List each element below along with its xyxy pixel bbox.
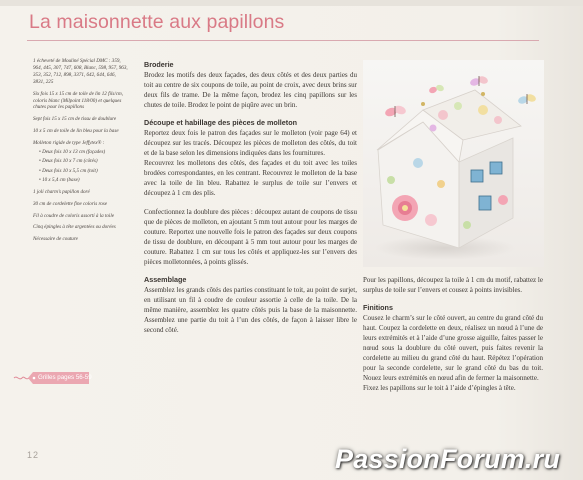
paragraph: Reportez deux fois le patron des façades sur le molleton (voir page 64) et découpez sur les tracés. Découpez les pièces de molleton des côtés, du toit et de la base selon les dimensions indiquées dans les fournitures. bbox=[144, 129, 357, 158]
section-heading-broderie: Broderie bbox=[144, 60, 174, 69]
material-subitem: • Deux fois 10 x 13 cm (façades) bbox=[39, 149, 106, 156]
paragraph: Fixez les papillons sur le toit à l’aide d’épingles à tête. bbox=[363, 384, 516, 393]
paragraph: Assemblez les grands côtés des parties constituant le toit, au point de surjet, en utilisant un fil à coudre de couleur assortie à celle de la toile. De la même manière, assemblez les quatre côtés puis la base de la maisonnette. Assemblez une partie du toit à l’un des côtés, de façon à laisser libre le second côté. bbox=[144, 285, 357, 334]
material-item: Molleton rigide de type Jeffytex® : bbox=[33, 140, 105, 147]
tag-label: Grilles pages 56-59 bbox=[38, 373, 92, 381]
paragraph: Confectionnez la doublure des pièces : découpez autant de coupons de tissu que de pièces de molleton, en ajoutant 5 mm tout autour pour les marges de couture. Reportez une nouvelle fois le patron des façades sur deux coupons de tissu de doublure, en découpant à 5 mm tout autour pour les marges de couture. Rabattez 1 cm sur tous les côtés et appliquez-les sur l’envers des pièces molletonnées, à points glissés. bbox=[144, 207, 357, 266]
material-item: Nécessaire de couture bbox=[33, 236, 78, 243]
watermark: PassionForum.ru bbox=[335, 444, 561, 474]
material-item: Cinq épingles à tête argentées ou dorées bbox=[33, 224, 116, 231]
instructions-column-middle bbox=[144, 60, 357, 335]
house-photo bbox=[363, 60, 544, 267]
materials-list bbox=[33, 58, 128, 248]
paragraph: Brodez les motifs des deux façades, des deux côtés et des deux parties du toit au centre de six coupons de toile, au point de croix, avec deux brins sur deux fils de trame. De la même façon, brodez les cinq papillons sur les chutes de toile. Brodez le point de piqûre avec un brin. bbox=[144, 71, 357, 110]
paragraph: Pour les papillons, découpez la toile à 1 cm du motif, rabattez le surplus de toile sur l’envers et cousez à points invisibles. bbox=[363, 276, 543, 295]
material-item: 10 x 5 cm de toile de lin bleu pour la base bbox=[33, 128, 119, 135]
paragraph: Recouvrez les molletons des côtés, des façades et du toit avec les toiles brodées correspondantes, en les centrant. Recouvrez le molleton de la base avec la toile de lin bleu. Rabattez le surplus de toile sur l’envers et découpez à 1 cm des plis. bbox=[144, 159, 357, 198]
material-item: Sept fois 15 x 15 cm de tissu de doublure bbox=[33, 116, 117, 123]
section-heading-assemblage: Assemblage bbox=[144, 274, 187, 284]
paragraph: Cousez le charm’s sur le côté ouvert, au centre du grand côté du haut. Coupez la cordelette en deux, réalisez un nœud à l’une de leurs extrémités et à l’aide d’une grosse aiguille, faites passer le nœud sous la doublure du côté ouvert, puis faites revenir la cordelette au milieu du grand côté du haut. Répétez l’opération pour la seconde cordelette, sur le grand côté du bas du toit. Nouez leurs extrémités en nœud afin de fermer la maisonnette. bbox=[363, 314, 543, 383]
section-heading-finitions: Finitions bbox=[363, 303, 393, 313]
material-item: 1 joli charm’s papillon doré bbox=[33, 188, 90, 195]
material-subitem: • Deux fois 10 x 7 cm (côtés) bbox=[39, 158, 98, 165]
top-band bbox=[0, 0, 583, 6]
page-number: 12 bbox=[27, 450, 40, 460]
grid-pages-tag bbox=[13, 372, 92, 384]
section-heading-decoupe: Découpe et habillage des pièces de molleton bbox=[144, 118, 297, 128]
house-illustration bbox=[363, 60, 544, 267]
material-subitem: • 10 x 5,4 cm (base) bbox=[39, 177, 80, 184]
page-title: La maisonnette aux papillons bbox=[29, 11, 285, 33]
title-rule bbox=[27, 40, 539, 41]
material-item: 30 cm de cordelette fine coloris rose bbox=[33, 200, 108, 207]
instructions-column-right bbox=[363, 275, 543, 393]
material-subitem: • Deux fois 10 x 5,5 cm (toit) bbox=[39, 167, 98, 174]
butterfly-icon bbox=[384, 104, 407, 118]
material-item: Six fois 15 x 15 cm de toile de lin 12 fils/cm, coloris blanc (Milpoint 118/00) et quelques chutes pour les papillons bbox=[33, 90, 123, 111]
material-item: 1 écheveté de Mouliné Spécial DMC : 359, 964, 445, 307, 747, 608, Blanc, 598, 957, 963, 353, 352, 712, 898, 3371, 642, 644, 646, 3831, 225 bbox=[33, 58, 128, 85]
material-item: Fil à coudre de coloris assorti à la toile bbox=[33, 212, 115, 219]
